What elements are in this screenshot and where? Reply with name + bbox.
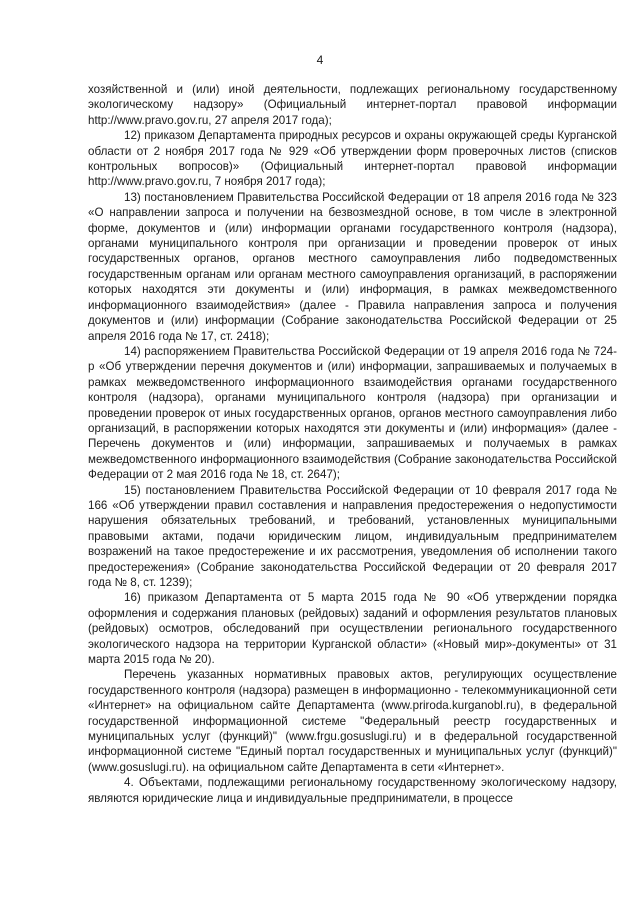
paragraph-item-13: 13) постановлением Правительства Российской Федерации от 18 апреля 2016 года № 323 «О направлении запроса и получении на безвозмездной основе, в том числе в электронной форме, документов и (или) информации органами государственного контроля (надзора), органами муниципального контроля при организации и проведении проверок от иных государственных органов, органов местного самоуправления либо подведомственных государственным органам или органам местного самоуправления организаций, в распоряжении которых находятся эти документы и (или) информация, в рамках межведомственного информационного взаимодействия» (далее - Правила направления запроса и получения документов и (или) информации (Собрание законодательства Российской Федерации от 25 апреля 2016 года № 17, ст. 2418); (88, 190, 617, 343)
page-number: 4 (316, 53, 324, 67)
paragraph-acts-list: Перечень указанных нормативных правовых актов, регулирующих осуществление государственного контроля (надзора) размещен в информационно - телекоммуникационной сети «Интернет» на официальном сайте Департамента (www.priroda.kurganobl.ru), в федеральной государственной информационной системе "Федеральный реестр государственных и муниципальных услуг (функций)" (www.frgu.gosuslugi.ru) и в федеральной государственной информационной системе "Единый портал государственных и муниципальных услуг (функций)" (www.gosuslugi.ru). на официальном сайте Департамента в сети «Интернет». (88, 668, 617, 774)
paragraph-item-12: 12) приказом Департамента природных ресурсов и охраны окружающей среды Курганской области от 2 ноября 2017 года № 929 «Об утверждении форм проверочных листов (списков контрольных вопросов)» (Официальный интернет-портал правовой информации http://www.pravo.gov.ru, 7 ноября 2017 года); (88, 129, 617, 189)
document-body (88, 82, 617, 806)
paragraph-continuation: хозяйственной и (или) иной деятельности, подлежащих региональному государственному экологическому надзору» (Официальный интернет-портал правовой информации http://www.pravo.gov.ru, 27 апреля 2017 года); (88, 83, 617, 127)
paragraph-item-14: 14) распоряжением Правительства Российской Федерации от 19 апреля 2016 года № 724-р «Об утверждении перечня документов и (или) информации, запрашиваемых и получаемых в рамках межведомственного информационного взаимодействия органами государственного контроля (надзора), органами муниципального контроля (надзора) при организации и проведении проверок от иных государственных органов, органов местного самоуправления либо организаций, в распоряжении которых находятся эти документы и (или) информация» (далее - Перечень документов и (или) информации, запрашиваемых и получаемых в рамках межведомственного информационного взаимодействия (Собрание законодательства Российской Федерации от 2 мая 2016 года № 18, ст. 2647); (88, 344, 617, 482)
paragraph-item-16: 16) приказом Департамента от 5 марта 2015 года № 90 «Об утверждении порядка оформления и содержания плановых (рейдовых) заданий и оформления результатов плановых (рейдовых) осмотров, обследований при осуществлении регионального государственного экологического надзора на территории Курганской области» («Новый мир»-документы» от 31 марта 2015 года № 20). (88, 591, 617, 667)
paragraph-section-4: 4. Объектами, подлежащими региональному государственному экологическому надзору, являются юридические лица и индивидуальные предприниматели, в процессе (88, 776, 617, 805)
paragraph-item-15: 15) постановлением Правительства Российской Федерации от 10 февраля 2017 года № 166 «Об утверждении правил составления и направления предостережения о недопустимости нарушения обязательных требований, и требований, установленных муниципальными правовыми актами, подачи юридическим лицом, индивидуальным предпринимателем возражений на такое предостережение и их рассмотрения, уведомления об исполнении такого предостережения» (Собрание законодательства Российской Федерации от 20 февраля 2017 года № 8, ст. 1239); (88, 483, 617, 589)
